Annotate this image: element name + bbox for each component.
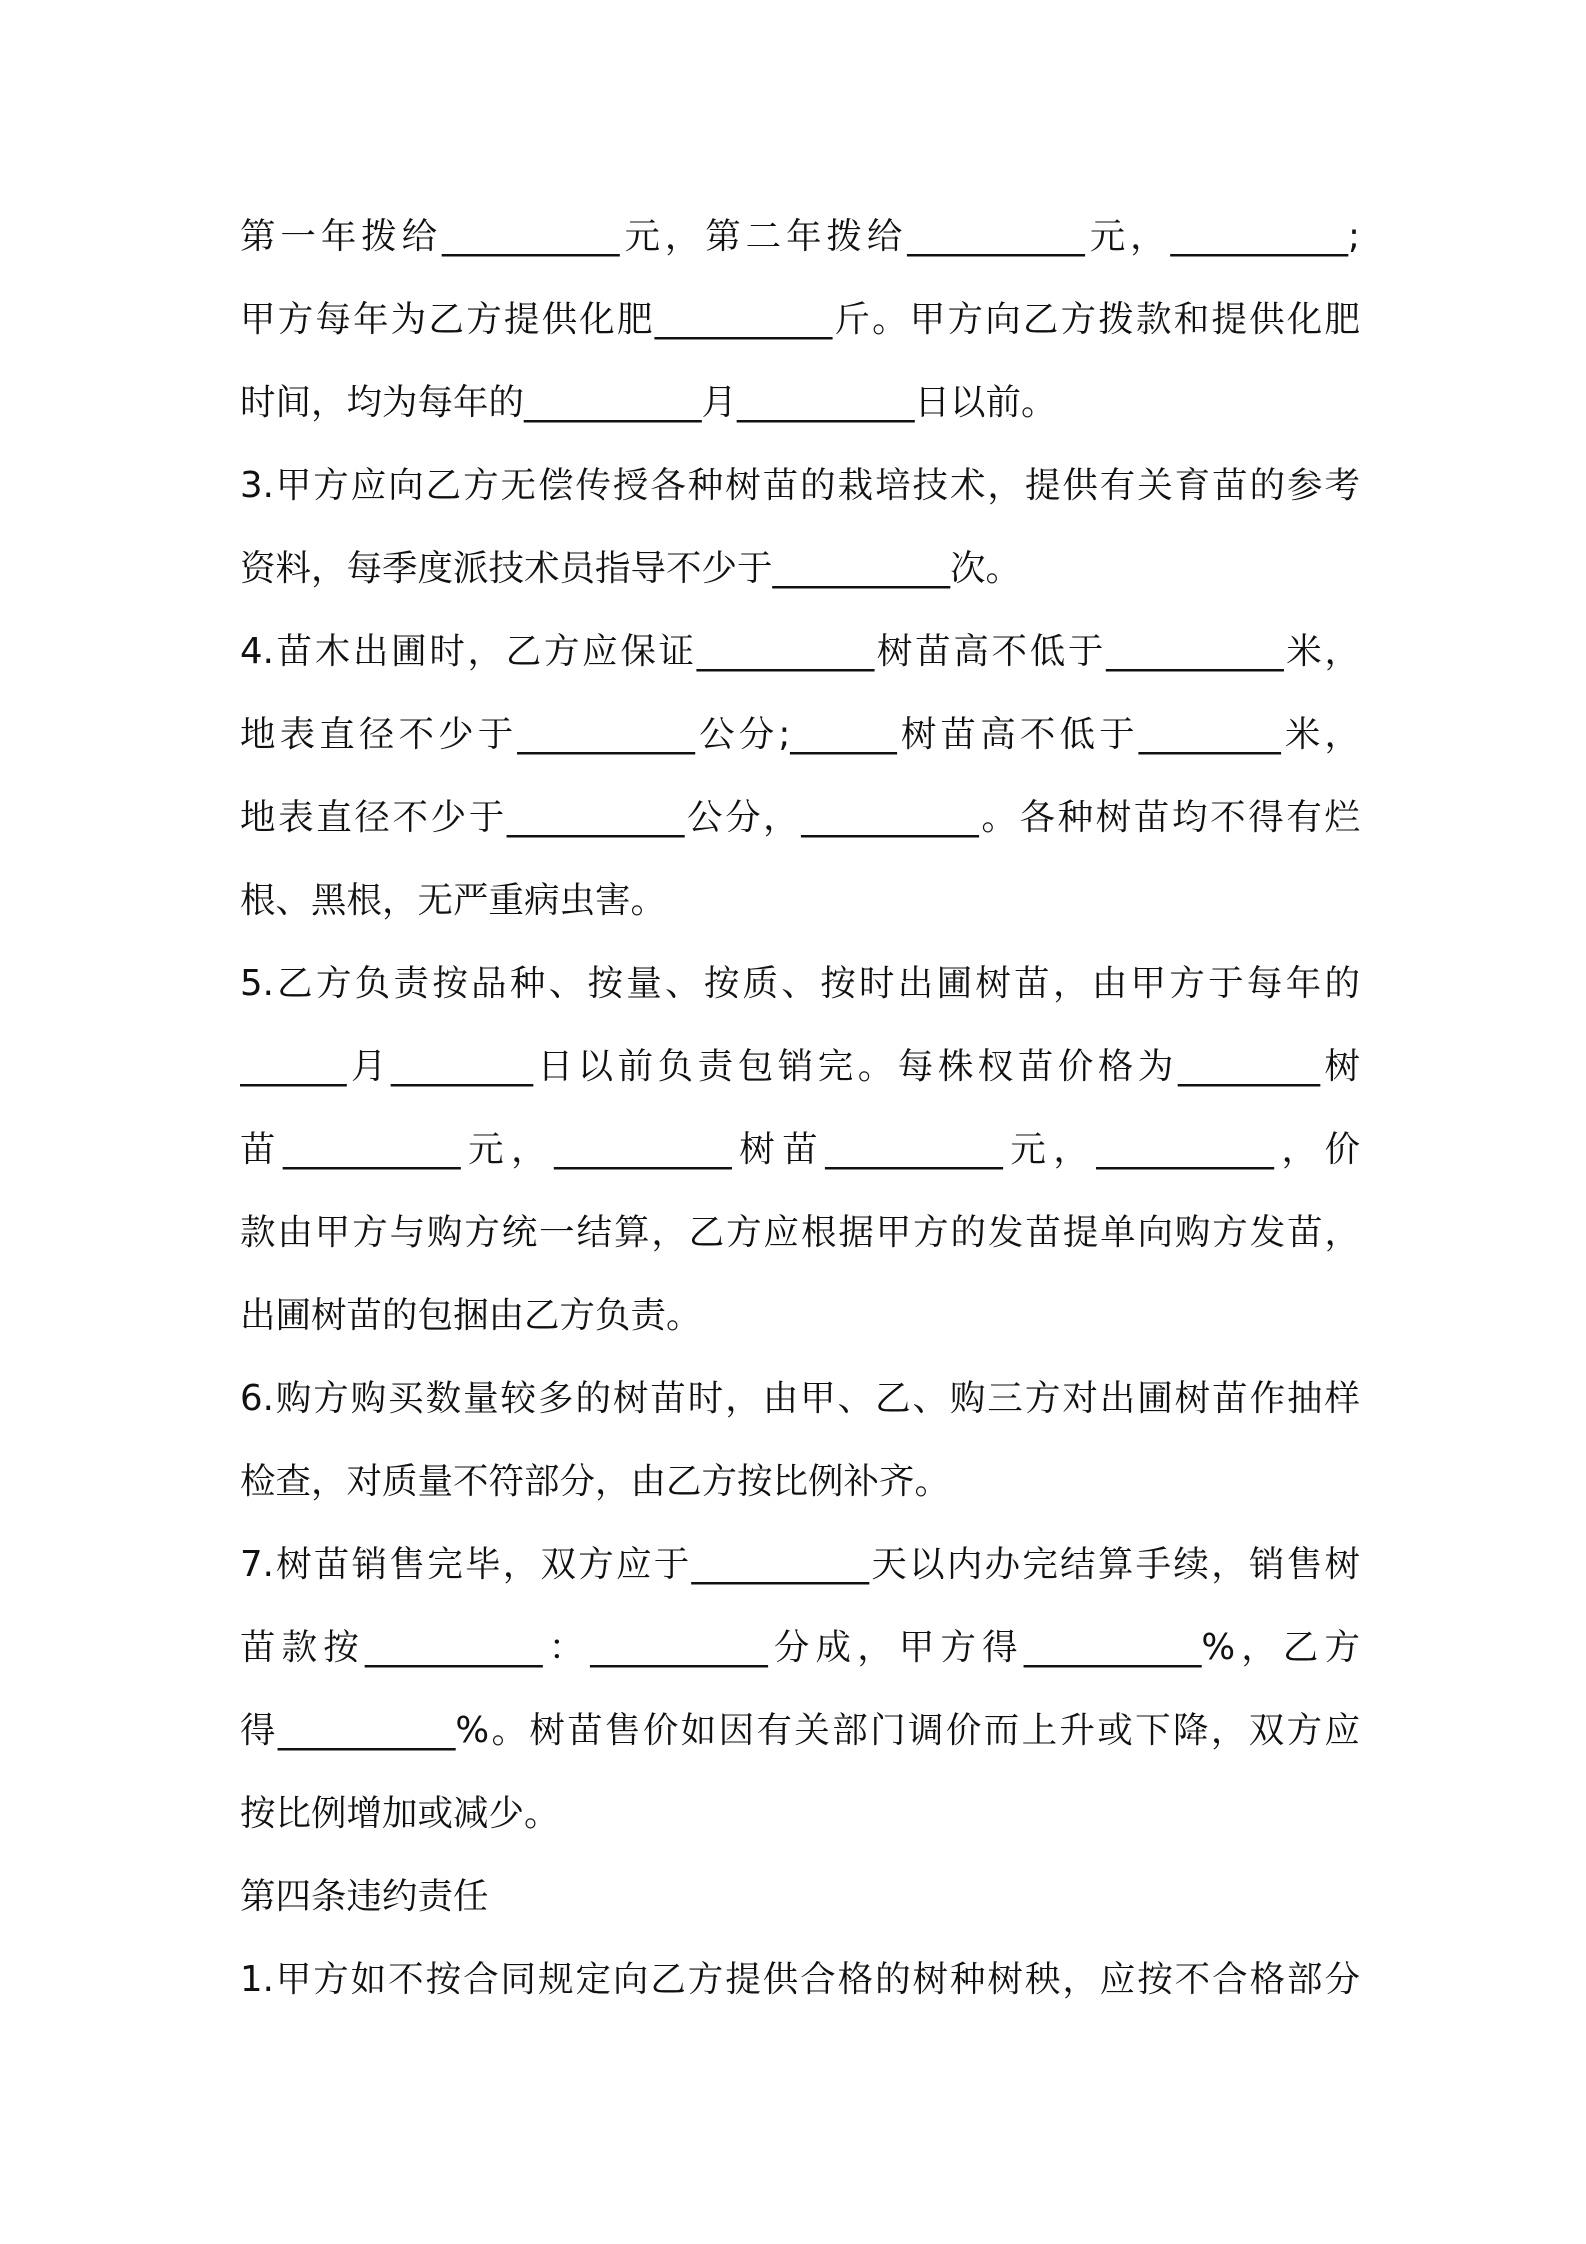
text-line: 根、黑根，无严重病虫害。 (240, 880, 667, 921)
section-heading: 第四条违约责任 (240, 1876, 489, 1917)
text-line: 地表直径不少于__________公分;______树苗高不低于________米， (240, 714, 1360, 755)
text-line: 款由甲方与购方统一结算，乙方应根据甲方的发苗提单向购方发苗， (240, 1212, 1360, 1253)
text-line: 按比例增加或减少。 (240, 1793, 560, 1834)
text-line: 得__________%。树苗售价如因有关部门调价而上升或下降，双方应 (240, 1710, 1360, 1751)
text-line: 7.树苗销售完毕，双方应于__________天以内办完结算手续，销售树 (240, 1544, 1360, 1585)
text-line: 资料，每季度派技术员指导不少于__________次。 (240, 548, 1022, 589)
text-line: 苗款按__________：__________分成，甲方得__________%，乙方 (240, 1627, 1360, 1668)
text-line: 第一年拨给__________元，第二年拨给__________元，__________; (240, 216, 1360, 257)
text-line: 4.苗木出圃时，乙方应保证__________树苗高不低于__________米， (240, 631, 1360, 672)
text-line: 1.甲方如不按合同规定向乙方提供合格的树种树秧，应按不合格部分 (240, 1959, 1360, 2000)
text-line: 6.购方购买数量较多的树苗时，由甲、乙、购三方对出圃树苗作抽样 (240, 1378, 1360, 1419)
text-line: 甲方每年为乙方提供化肥__________斤。甲方向乙方拨款和提供化肥 (240, 299, 1360, 340)
text-line: 时间，均为每年的__________月__________日以前。 (240, 382, 1057, 423)
text-line: 3.甲方应向乙方无偿传授各种树苗的栽培技术，提供有关育苗的参考 (240, 465, 1360, 506)
text-line: 5.乙方负责按品种、按量、按质、按时出圃树苗，由甲方于每年的 (240, 963, 1360, 1004)
text-line: 苗__________元，__________树苗__________元，__________，价 (240, 1129, 1360, 1170)
text-line: 检查，对质量不符部分，由乙方按比例补齐。 (240, 1461, 951, 1502)
text-line: 地表直径不少于__________公分，__________。各种树苗均不得有烂 (240, 797, 1360, 838)
document-body (240, 195, 1360, 2021)
text-line: ______月________日以前负责包销完。每株杈苗价格为________树 (240, 1046, 1360, 1087)
text-line: 出圃树苗的包捆由乙方负责。 (240, 1295, 702, 1336)
